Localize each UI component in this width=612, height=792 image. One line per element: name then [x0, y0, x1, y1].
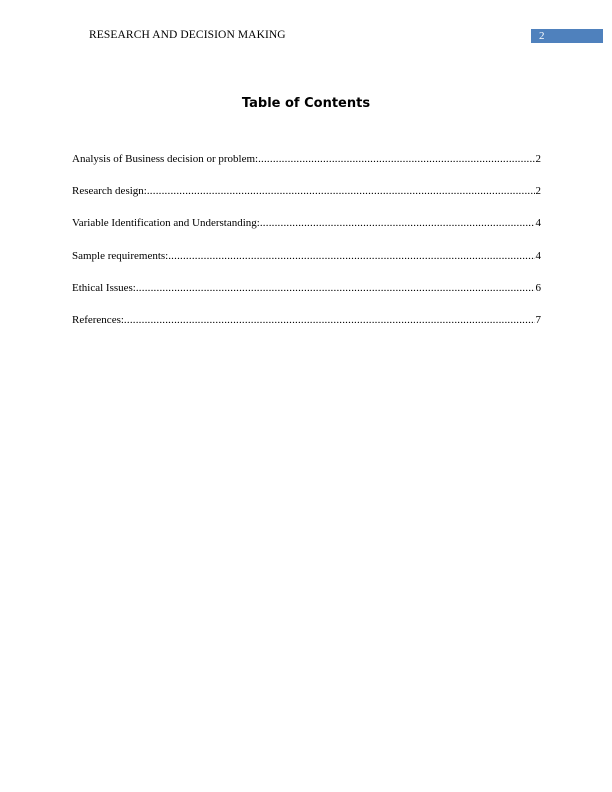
- toc-heading: Table of Contents: [241, 96, 371, 111]
- toc-dot-leader: [124, 314, 535, 326]
- toc-entry-page: 7: [535, 313, 541, 326]
- toc-list: [72, 153, 541, 346]
- toc-entry-analysis[interactable]: [72, 153, 541, 185]
- toc-entry-page: 6: [535, 281, 541, 294]
- running-header-title: RESEARCH AND DECISION MAKING: [89, 29, 286, 41]
- toc-entry-ethical-issues[interactable]: [72, 282, 541, 314]
- toc-entry-references[interactable]: [72, 314, 541, 346]
- toc-entry-page: 2: [535, 153, 541, 165]
- toc-entry-title: Variable Identification and Understanding:: [72, 217, 260, 230]
- toc-entry-title: Analysis of Business decision or problem:: [72, 153, 259, 165]
- toc-dot-leader: [168, 250, 534, 262]
- page-number-box: [531, 29, 603, 43]
- toc-entry-sample-requirements[interactable]: [72, 250, 541, 282]
- toc-dot-leader: [258, 153, 534, 165]
- page-number: 2: [539, 30, 545, 42]
- toc-entry-title: Ethical Issues:: [72, 281, 136, 294]
- toc-entry-title: Research design:: [72, 185, 147, 198]
- toc-dot-leader: [260, 217, 535, 229]
- toc-entry-page: 2: [535, 185, 541, 198]
- toc-entry-title: Sample requirements:: [72, 249, 169, 262]
- toc-entry-research-design[interactable]: [72, 185, 541, 217]
- toc-dot-leader: [136, 282, 535, 294]
- toc-entry-page: 4: [535, 249, 541, 262]
- toc-entry-variable-identification[interactable]: [72, 217, 541, 249]
- toc-entry-page: 4: [535, 217, 541, 230]
- toc-dot-leader: [147, 185, 535, 197]
- toc-entry-title: References:: [72, 313, 124, 326]
